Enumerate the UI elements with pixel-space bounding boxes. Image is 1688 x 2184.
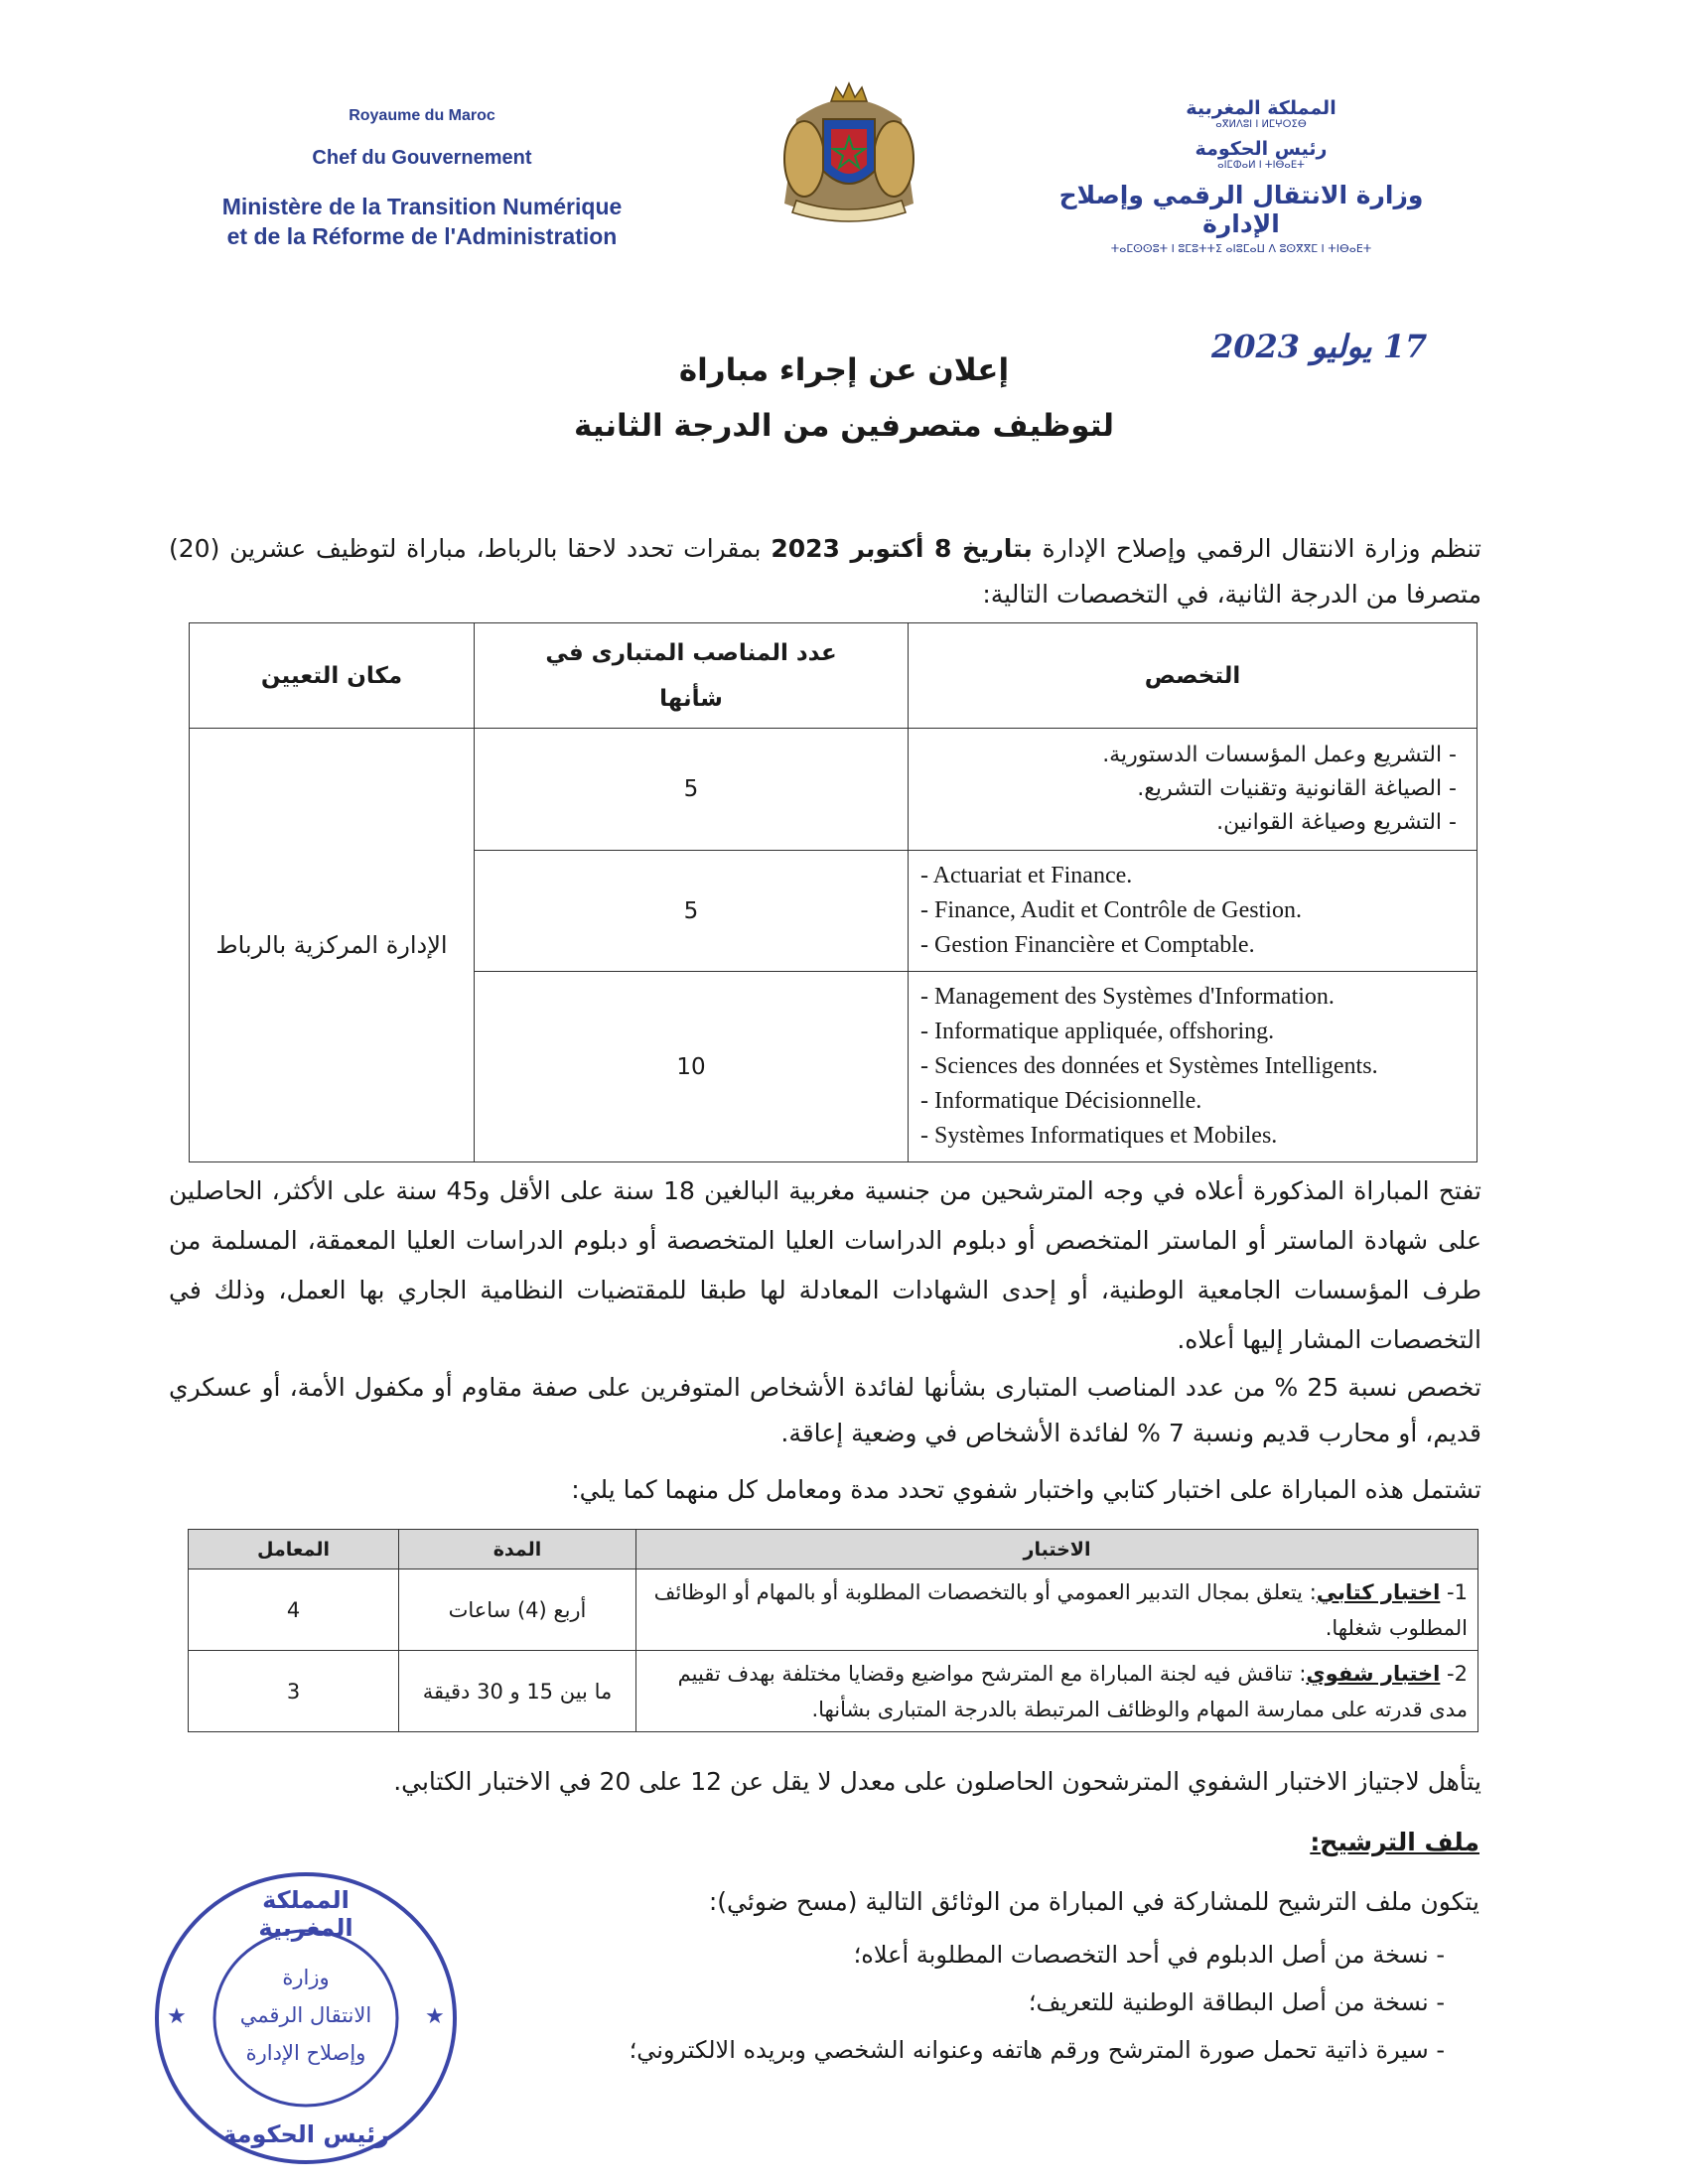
speciality-cell-law	[909, 729, 1477, 851]
exams-intro: تشتمل هذه المباراة على اختبار كتابي واختبار شفوي تحدد مدة ومعامل كل منهما كما يلي:	[571, 1475, 1481, 1504]
stamp-line3: وإصلاح الإدارة	[245, 2041, 366, 2065]
list-item: - نسخة من أصل الدبلوم في أحد التخصصات المطلوبة أعلاه؛	[853, 1941, 1445, 1969]
positions-table	[189, 622, 1477, 1162]
list-item: - التشريع وعمل المؤسسات الدستورية.	[918, 739, 1457, 772]
stamp-outer-top: المملكة المغربية	[258, 1886, 353, 1942]
eligibility-paragraph: تفتح المباراة المذكورة أعلاه في وجه المترشحين من جنسية مغربية البالغين 18 سنة على الأقل و45 سنة على الأكثر، الحاصلين على شهادة الماستر أو الماستر المتخصص أو دبلوم الدراسات العليا المتخصصة أو دبلوم الدراسات العليا المعمقة، المسلمة من طرف المؤسسات الجامعية الوطنية، أو إحدى الشهادات المعادلة لها طبقا للمقتضيات النظامية الجاري بها العمل، وذلك في التخصصات المشار إليها أعلاه.	[169, 1176, 1482, 1354]
list-item: - Actuariat et Finance.	[920, 859, 1465, 893]
header-left	[199, 107, 645, 251]
exam-num: 2-	[1440, 1661, 1468, 1686]
speciality-cell-it	[909, 972, 1477, 1162]
announcement-title	[397, 342, 1291, 454]
list-item: - Gestion Financière et Comptable.	[920, 928, 1465, 963]
list-item: - سيرة ذاتية تحمل صورة المترشح ورقم هاتفه وعنوانه الشخصي وبريده الالكتروني؛	[629, 2036, 1445, 2064]
oral-qualification: يتأهل لاجتياز الاختبار الشفوي المترشحون الحاصلون على معدل لا يقل عن 12 على 20 في الاختبار الكتابي.	[393, 1767, 1481, 1796]
date: 17 يوليو 2023	[1211, 328, 1428, 365]
coef-written: 4	[189, 1570, 399, 1651]
application-intro: يتكون ملف الترشيح للمشاركة في المباراة من الوثائق التالية (مسح ضوئي):	[708, 1887, 1479, 1916]
stamp-outer-bottom: رئيس الحكومة	[222, 2120, 389, 2148]
intro-paragraph	[169, 526, 1481, 617]
office-fr: Chef du Gouvernement	[312, 147, 532, 169]
office-tif: ⴰⵏⵎⵀⴰⵍ ⵏ ⵜⵏⴱⴰⴹⵜ	[1217, 160, 1305, 171]
exam-oral-cell	[636, 1651, 1478, 1732]
table-row	[189, 1570, 1478, 1651]
stamp-line2: الانتقال الرقمي	[239, 2003, 372, 2027]
list-item: - Systèmes Informatiques et Mobiles.	[920, 1119, 1465, 1154]
kingdom-ar: المملكة المغربية	[1186, 97, 1336, 119]
duration-oral: ما بين 15 و 30 دقيقة	[399, 1651, 636, 1732]
list-item: - Informatique appliquée, offshoring.	[920, 1015, 1465, 1049]
application-heading: ملف الترشيح:	[1310, 1828, 1479, 1856]
quota-paragraph: تخصص نسبة 25 % من عدد المناصب المتبارى بشأنها لفائدة الأشخاص المتوفرين على صفة مقاوم أو مكفول الأمة، أو عسكري قديم، أو محارب قديم ونسبة 7 % لفائدة الأشخاص في وضعية إعاقة.	[169, 1373, 1481, 1447]
list-item: - Sciences des données et Systèmes Intelligents.	[920, 1049, 1465, 1084]
header-coef: المعامل	[189, 1530, 399, 1570]
royal-coat-of-arms	[776, 79, 921, 228]
posts-cell-finance: 5	[475, 851, 909, 972]
list-item: - الصياغة القانونية وتقنيات التشريع.	[918, 772, 1457, 806]
list-item: - نسخة من أصل البطاقة الوطنية للتعريف؛	[1028, 1988, 1445, 2016]
header-duration: المدة	[399, 1530, 636, 1570]
office-ar: رئيس الحكومة	[1195, 138, 1328, 160]
ministry-fr-line1: Ministère de la Transition Numérique	[221, 194, 623, 219]
ministry-fr-line2: et de la Réforme de l'Administration	[226, 223, 618, 249]
document-diploma: نسخة من أصل الدبلوم في أحد التخصصات المطلوبة أعلاه؛	[853, 1941, 1429, 1969]
location-cell: الإدارة المركزية بالرباط	[190, 729, 475, 1162]
coat-of-arms-icon	[776, 79, 921, 228]
exam-name-written: اختبار كتابي	[1316, 1579, 1441, 1604]
kingdom-fr: Royaume du Maroc	[349, 107, 495, 124]
header-right	[1033, 97, 1450, 255]
exam-written-cell	[636, 1570, 1478, 1651]
posts-cell-law: 5	[475, 729, 909, 851]
list-item: - Management des Systèmes d'Information.	[920, 980, 1465, 1015]
table-row	[190, 729, 1477, 851]
positions-header-row	[190, 623, 1477, 729]
title-line2: لتوظيف متصرفين من الدرجة الثانية	[573, 408, 1115, 444]
header-posts: عدد المناصب المتبارى في شأنها	[475, 623, 909, 729]
coef-oral: 3	[189, 1651, 399, 1732]
header-exam: الاختبار	[636, 1530, 1478, 1570]
exams-header-row	[189, 1530, 1478, 1570]
kingdom-tif: ⴰⴳⵍⴷⵓⵏ ⵏ ⵍⵎⵖⵔⵉⴱ	[1215, 119, 1307, 130]
duration-written: أربع (4) ساعات	[399, 1570, 636, 1651]
header-speciality: التخصص	[909, 623, 1477, 729]
intro-date: بتاريخ 8 أكتوبر 2023	[771, 534, 1033, 563]
table-row	[189, 1651, 1478, 1732]
exam-desc: : يتعلق بمجال التدبير العمومي أو بالتخصصات المطلوبة أو بالمهام أو الوظائف المطلوب شغلها.	[653, 1579, 1468, 1640]
header-location: مكان التعيين	[190, 623, 475, 729]
document-cv: سيرة ذاتية تحمل صورة المترشح ورقم هاتفه وعنوانه الشخصي وبريده الالكتروني؛	[629, 2036, 1429, 2064]
list-item: - Informatique Décisionnelle.	[920, 1084, 1465, 1119]
svg-text:★: ★	[425, 2004, 445, 2029]
title-line1: إعلان عن إجراء مباراة	[678, 352, 1010, 388]
exam-num: 1-	[1440, 1579, 1468, 1604]
list-item: - Finance, Audit et Contrôle de Gestion.	[920, 893, 1465, 928]
speciality-cell-finance	[909, 851, 1477, 972]
application-documents	[496, 1936, 1445, 2079]
svg-text:★: ★	[167, 2004, 187, 2029]
exam-name-oral: اختبار شفوي	[1306, 1661, 1441, 1686]
stamp-line1: وزارة	[282, 1966, 330, 1989]
exams-table	[188, 1529, 1478, 1732]
ministry-ar: وزارة الانتقال الرقمي وإصلاح الإدارة	[1058, 181, 1424, 238]
intro-part1: تنظم وزارة الانتقال الرقمي وإصلاح الإدارة	[1032, 534, 1482, 563]
official-stamp	[147, 1864, 465, 2172]
posts-cell-it: 10	[475, 972, 909, 1162]
list-item: - التشريع وصياغة القوانين.	[918, 806, 1457, 840]
document-id-card: نسخة من أصل البطاقة الوطنية للتعريف؛	[1028, 1988, 1429, 2016]
ministry-tif: ⵜⴰⵎⵙⵙⵓⵜ ⵏ ⵓⵎⵓⵜⵜⵉ ⴰⵏⵓⵎⴰⵡ ⴷ ⵓⵙⴳⴳⵎ ⵏ ⵜⵏⴱⴰⴹⵜ	[1110, 242, 1372, 255]
intro-part2: بمقرات تحدد لاحقا بالرباط، مباراة لتوظيف عشرين (20) متصرفا من الدرجة الثانية، في التخصصات التالية:	[169, 534, 1481, 609]
exam-desc: : تناقش فيه لجنة المباراة مع المترشح مواضيع وقضايا مختلفة بهدف تقييم مدى قدرته على ممارسة المهام والوظائف المرتبطة بالدرجة المتبارى بشأنها.	[677, 1661, 1468, 1721]
